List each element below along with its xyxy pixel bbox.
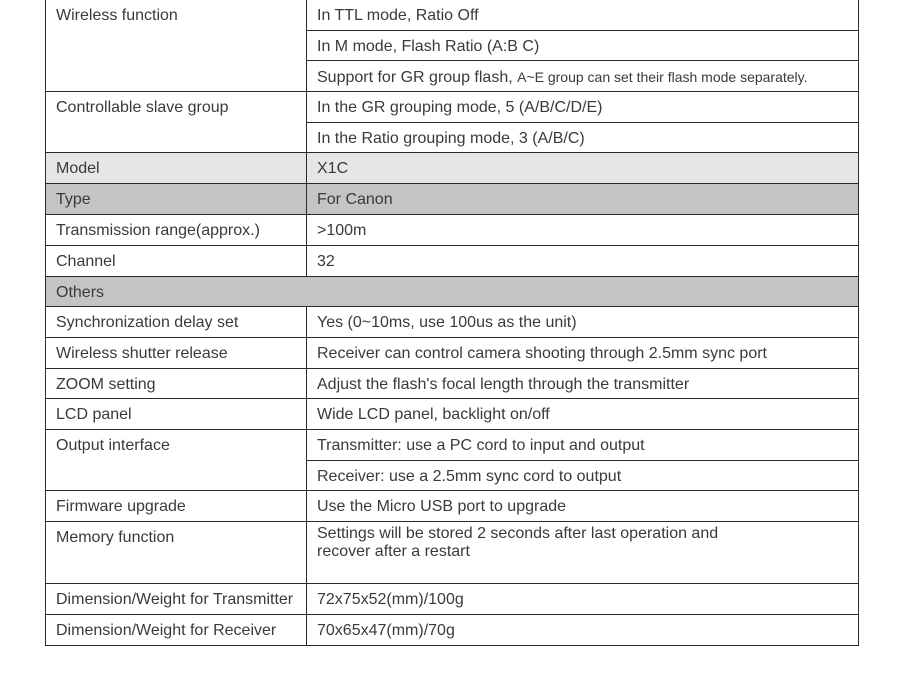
spec-label-range: Transmission range(approx.) [46,215,307,246]
spec-value-zoom: Adjust the flash's focal length through the transmitter [307,369,859,399]
spec-value-memory [307,522,859,584]
spec-value-slave-gr: In the GR grouping mode, 5 (A/B/C/D/E) [307,92,859,123]
table-row [46,153,859,184]
table-row [46,215,859,246]
table-row [46,92,859,123]
spec-value-wireless-gr-a: Support for GR group flash, [317,69,518,86]
spec-value-output-tx: Transmitter: use a PC cord to input and output [307,430,859,461]
table-row [46,246,859,277]
section-header-row [46,277,859,307]
spec-label-wireless: Wireless function [46,0,307,92]
table-row [46,338,859,369]
spec-value-shutter: Receiver can control camera shooting through 2.5mm sync port [307,338,859,369]
spec-label-zoom: ZOOM setting [46,369,307,399]
spec-label-memory: Memory function [46,522,307,584]
section-header-others: Others [46,277,859,307]
spec-label-model: Model [46,153,307,184]
spec-value-model: X1C [307,153,859,184]
spec-value-output-rx: Receiver: use a 2.5mm sync cord to output [307,461,859,491]
spec-value-sync: Yes (0~10ms, use 100us as the unit) [307,307,859,338]
spec-label-firmware: Firmware upgrade [46,491,307,522]
table-row [46,584,859,615]
spec-label-type: Type [46,184,307,215]
table-row [46,399,859,430]
table-row [46,0,859,31]
spec-value-wireless-ttl: In TTL mode, Ratio Off [307,0,859,31]
spec-label-slave-group: Controllable slave group [46,92,307,153]
table-row [46,307,859,338]
spec-value-range: >100m [307,215,859,246]
spec-value-type: For Canon [307,184,859,215]
table-row [46,522,859,584]
spec-value-channel: 32 [307,246,859,277]
table-row [46,184,859,215]
spec-value-dim-rx: 70x65x47(mm)/70g [307,615,859,646]
spec-value-wireless-gr [307,61,859,92]
spec-label-channel: Channel [46,246,307,277]
spec-label-dim-tx: Dimension/Weight for Transmitter [46,584,307,615]
spec-label-dim-rx: Dimension/Weight for Receiver [46,615,307,646]
spec-label-lcd: LCD panel [46,399,307,430]
spec-value-wireless-m: In M mode, Flash Ratio (A:B C) [307,31,859,61]
table-row [46,615,859,646]
spec-value-firmware: Use the Micro USB port to upgrade [307,491,859,522]
spec-label-shutter: Wireless shutter release [46,338,307,369]
spec-label-sync: Synchronization delay set [46,307,307,338]
spec-label-output: Output interface [46,430,307,491]
spec-value-memory-line2: recover after a restart [317,543,470,560]
spec-value-dim-tx: 72x75x52(mm)/100g [307,584,859,615]
table-row [46,491,859,522]
spec-value-lcd: Wide LCD panel, backlight on/off [307,399,859,430]
spec-value-wireless-gr-b: A~E group can set their flash mode separately. [517,69,808,85]
table-row [46,430,859,461]
table-row [46,369,859,399]
spec-value-slave-ratio: In the Ratio grouping mode, 3 (A/B/C) [307,123,859,153]
spec-table [45,0,859,646]
spec-value-memory-line1: Settings will be stored 2 seconds after last operation and [317,525,719,542]
